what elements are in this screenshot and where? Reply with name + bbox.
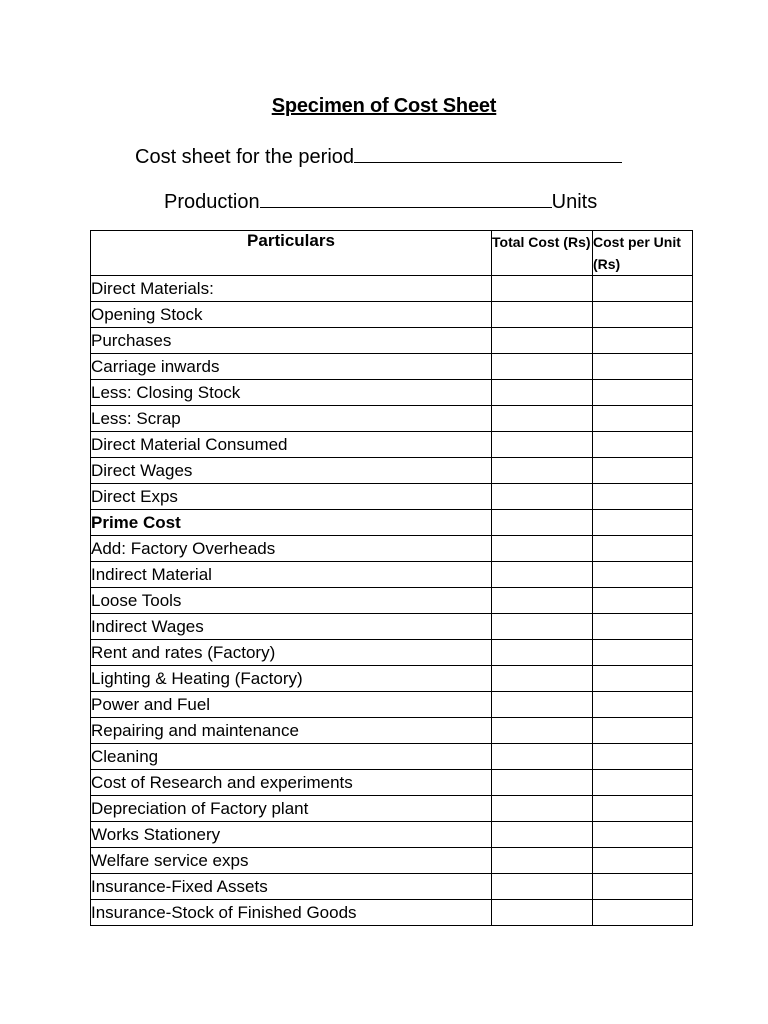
cost-per-unit-cell[interactable]	[593, 796, 693, 822]
table-row	[91, 510, 693, 536]
cost-per-unit-cell[interactable]	[593, 458, 693, 484]
table-row	[91, 588, 693, 614]
particular-label: Prime Cost	[91, 510, 492, 536]
cost-per-unit-cell[interactable]	[593, 484, 693, 510]
particular-label: Welfare service exps	[91, 848, 492, 874]
particular-label: Opening Stock	[91, 302, 492, 328]
total-cost-cell[interactable]	[492, 588, 593, 614]
cost-per-unit-cell[interactable]	[593, 276, 693, 302]
total-cost-cell[interactable]	[492, 458, 593, 484]
particular-label: Cleaning	[91, 744, 492, 770]
table-body	[91, 276, 693, 926]
particular-label: Repairing and maintenance	[91, 718, 492, 744]
table-row	[91, 692, 693, 718]
particular-label: Indirect Material	[91, 562, 492, 588]
cost-per-unit-cell[interactable]	[593, 510, 693, 536]
table-row	[91, 822, 693, 848]
table-row	[91, 406, 693, 432]
column-header-cost-per-unit: Cost per Unit (Rs)	[593, 231, 693, 276]
particular-label: Insurance-Fixed Assets	[91, 874, 492, 900]
cost-per-unit-cell[interactable]	[593, 354, 693, 380]
table-row	[91, 614, 693, 640]
period-blank-field[interactable]	[354, 142, 622, 163]
table-row	[91, 744, 693, 770]
total-cost-cell[interactable]	[492, 692, 593, 718]
table-row	[91, 900, 693, 926]
column-header-total-cost: Total Cost (Rs)	[492, 231, 593, 276]
particular-label: Cost of Research and experiments	[91, 770, 492, 796]
total-cost-cell[interactable]	[492, 302, 593, 328]
particular-label: Lighting & Heating (Factory)	[91, 666, 492, 692]
cost-per-unit-cell[interactable]	[593, 614, 693, 640]
cost-per-unit-cell[interactable]	[593, 406, 693, 432]
total-cost-cell[interactable]	[492, 276, 593, 302]
particular-label: Loose Tools	[91, 588, 492, 614]
table-row	[91, 874, 693, 900]
table-row	[91, 536, 693, 562]
particular-label: Direct Material Consumed	[91, 432, 492, 458]
cost-per-unit-cell[interactable]	[593, 848, 693, 874]
table-row	[91, 562, 693, 588]
production-units-label: Units	[551, 191, 598, 213]
total-cost-cell[interactable]	[492, 900, 593, 926]
total-cost-cell[interactable]	[492, 744, 593, 770]
table-row	[91, 796, 693, 822]
particular-label: Direct Exps	[91, 484, 492, 510]
cost-per-unit-cell[interactable]	[593, 302, 693, 328]
page-title: Specimen of Cost Sheet	[271, 95, 497, 117]
cost-per-unit-cell[interactable]	[593, 744, 693, 770]
particular-label: Indirect Wages	[91, 614, 492, 640]
total-cost-cell[interactable]	[492, 432, 593, 458]
table-row	[91, 354, 693, 380]
table-row	[91, 718, 693, 744]
particular-label: Insurance-Stock of Finished Goods	[91, 900, 492, 926]
column-header-particulars: Particulars	[91, 231, 492, 276]
total-cost-cell[interactable]	[492, 874, 593, 900]
total-cost-cell[interactable]	[492, 354, 593, 380]
table-row	[91, 640, 693, 666]
cost-per-unit-cell[interactable]	[593, 432, 693, 458]
cost-per-unit-cell[interactable]	[593, 666, 693, 692]
particular-label: Add: Factory Overheads	[91, 536, 492, 562]
table-header-row	[91, 231, 693, 276]
total-cost-cell[interactable]	[492, 510, 593, 536]
cost-per-unit-cell[interactable]	[593, 874, 693, 900]
cost-per-unit-cell[interactable]	[593, 588, 693, 614]
particular-label: Carriage inwards	[91, 354, 492, 380]
particular-label: Less: Closing Stock	[91, 380, 492, 406]
table-row	[91, 666, 693, 692]
total-cost-cell[interactable]	[492, 484, 593, 510]
table-row	[91, 484, 693, 510]
cost-per-unit-cell[interactable]	[593, 536, 693, 562]
particular-label: Less: Scrap	[91, 406, 492, 432]
cost-per-unit-cell[interactable]	[593, 328, 693, 354]
period-label: Cost sheet for the period	[135, 146, 355, 168]
cost-per-unit-cell[interactable]	[593, 692, 693, 718]
particular-label: Rent and rates (Factory)	[91, 640, 492, 666]
total-cost-cell[interactable]	[492, 718, 593, 744]
total-cost-cell[interactable]	[492, 328, 593, 354]
particular-label: Depreciation of Factory plant	[91, 796, 492, 822]
total-cost-cell[interactable]	[492, 614, 593, 640]
table-row	[91, 458, 693, 484]
total-cost-cell[interactable]	[492, 796, 593, 822]
total-cost-cell[interactable]	[492, 822, 593, 848]
table-row	[91, 276, 693, 302]
total-cost-cell[interactable]	[492, 536, 593, 562]
cost-per-unit-cell[interactable]	[593, 822, 693, 848]
production-blank-field[interactable]	[260, 187, 552, 208]
cost-per-unit-cell[interactable]	[593, 718, 693, 744]
particular-label: Direct Materials:	[91, 276, 492, 302]
total-cost-cell[interactable]	[492, 666, 593, 692]
cost-per-unit-cell[interactable]	[593, 562, 693, 588]
particular-label: Works Stationery	[91, 822, 492, 848]
table-row	[91, 770, 693, 796]
table-row	[91, 328, 693, 354]
total-cost-cell[interactable]	[492, 562, 593, 588]
table-row	[91, 848, 693, 874]
production-line	[164, 187, 597, 214]
cost-per-unit-cell[interactable]	[593, 640, 693, 666]
particular-label: Direct Wages	[91, 458, 492, 484]
total-cost-cell[interactable]	[492, 770, 593, 796]
total-cost-cell[interactable]	[492, 380, 593, 406]
cost-sheet-table	[90, 230, 693, 926]
table-row	[91, 432, 693, 458]
cost-per-unit-cell[interactable]	[593, 900, 693, 926]
table-row	[91, 302, 693, 328]
particular-label: Purchases	[91, 328, 492, 354]
total-cost-cell[interactable]	[492, 406, 593, 432]
period-line	[135, 142, 622, 169]
production-label: Production	[164, 191, 260, 213]
total-cost-cell[interactable]	[492, 640, 593, 666]
total-cost-cell[interactable]	[492, 848, 593, 874]
cost-per-unit-cell[interactable]	[593, 770, 693, 796]
table-row	[91, 380, 693, 406]
cost-per-unit-cell[interactable]	[593, 380, 693, 406]
particular-label: Power and Fuel	[91, 692, 492, 718]
